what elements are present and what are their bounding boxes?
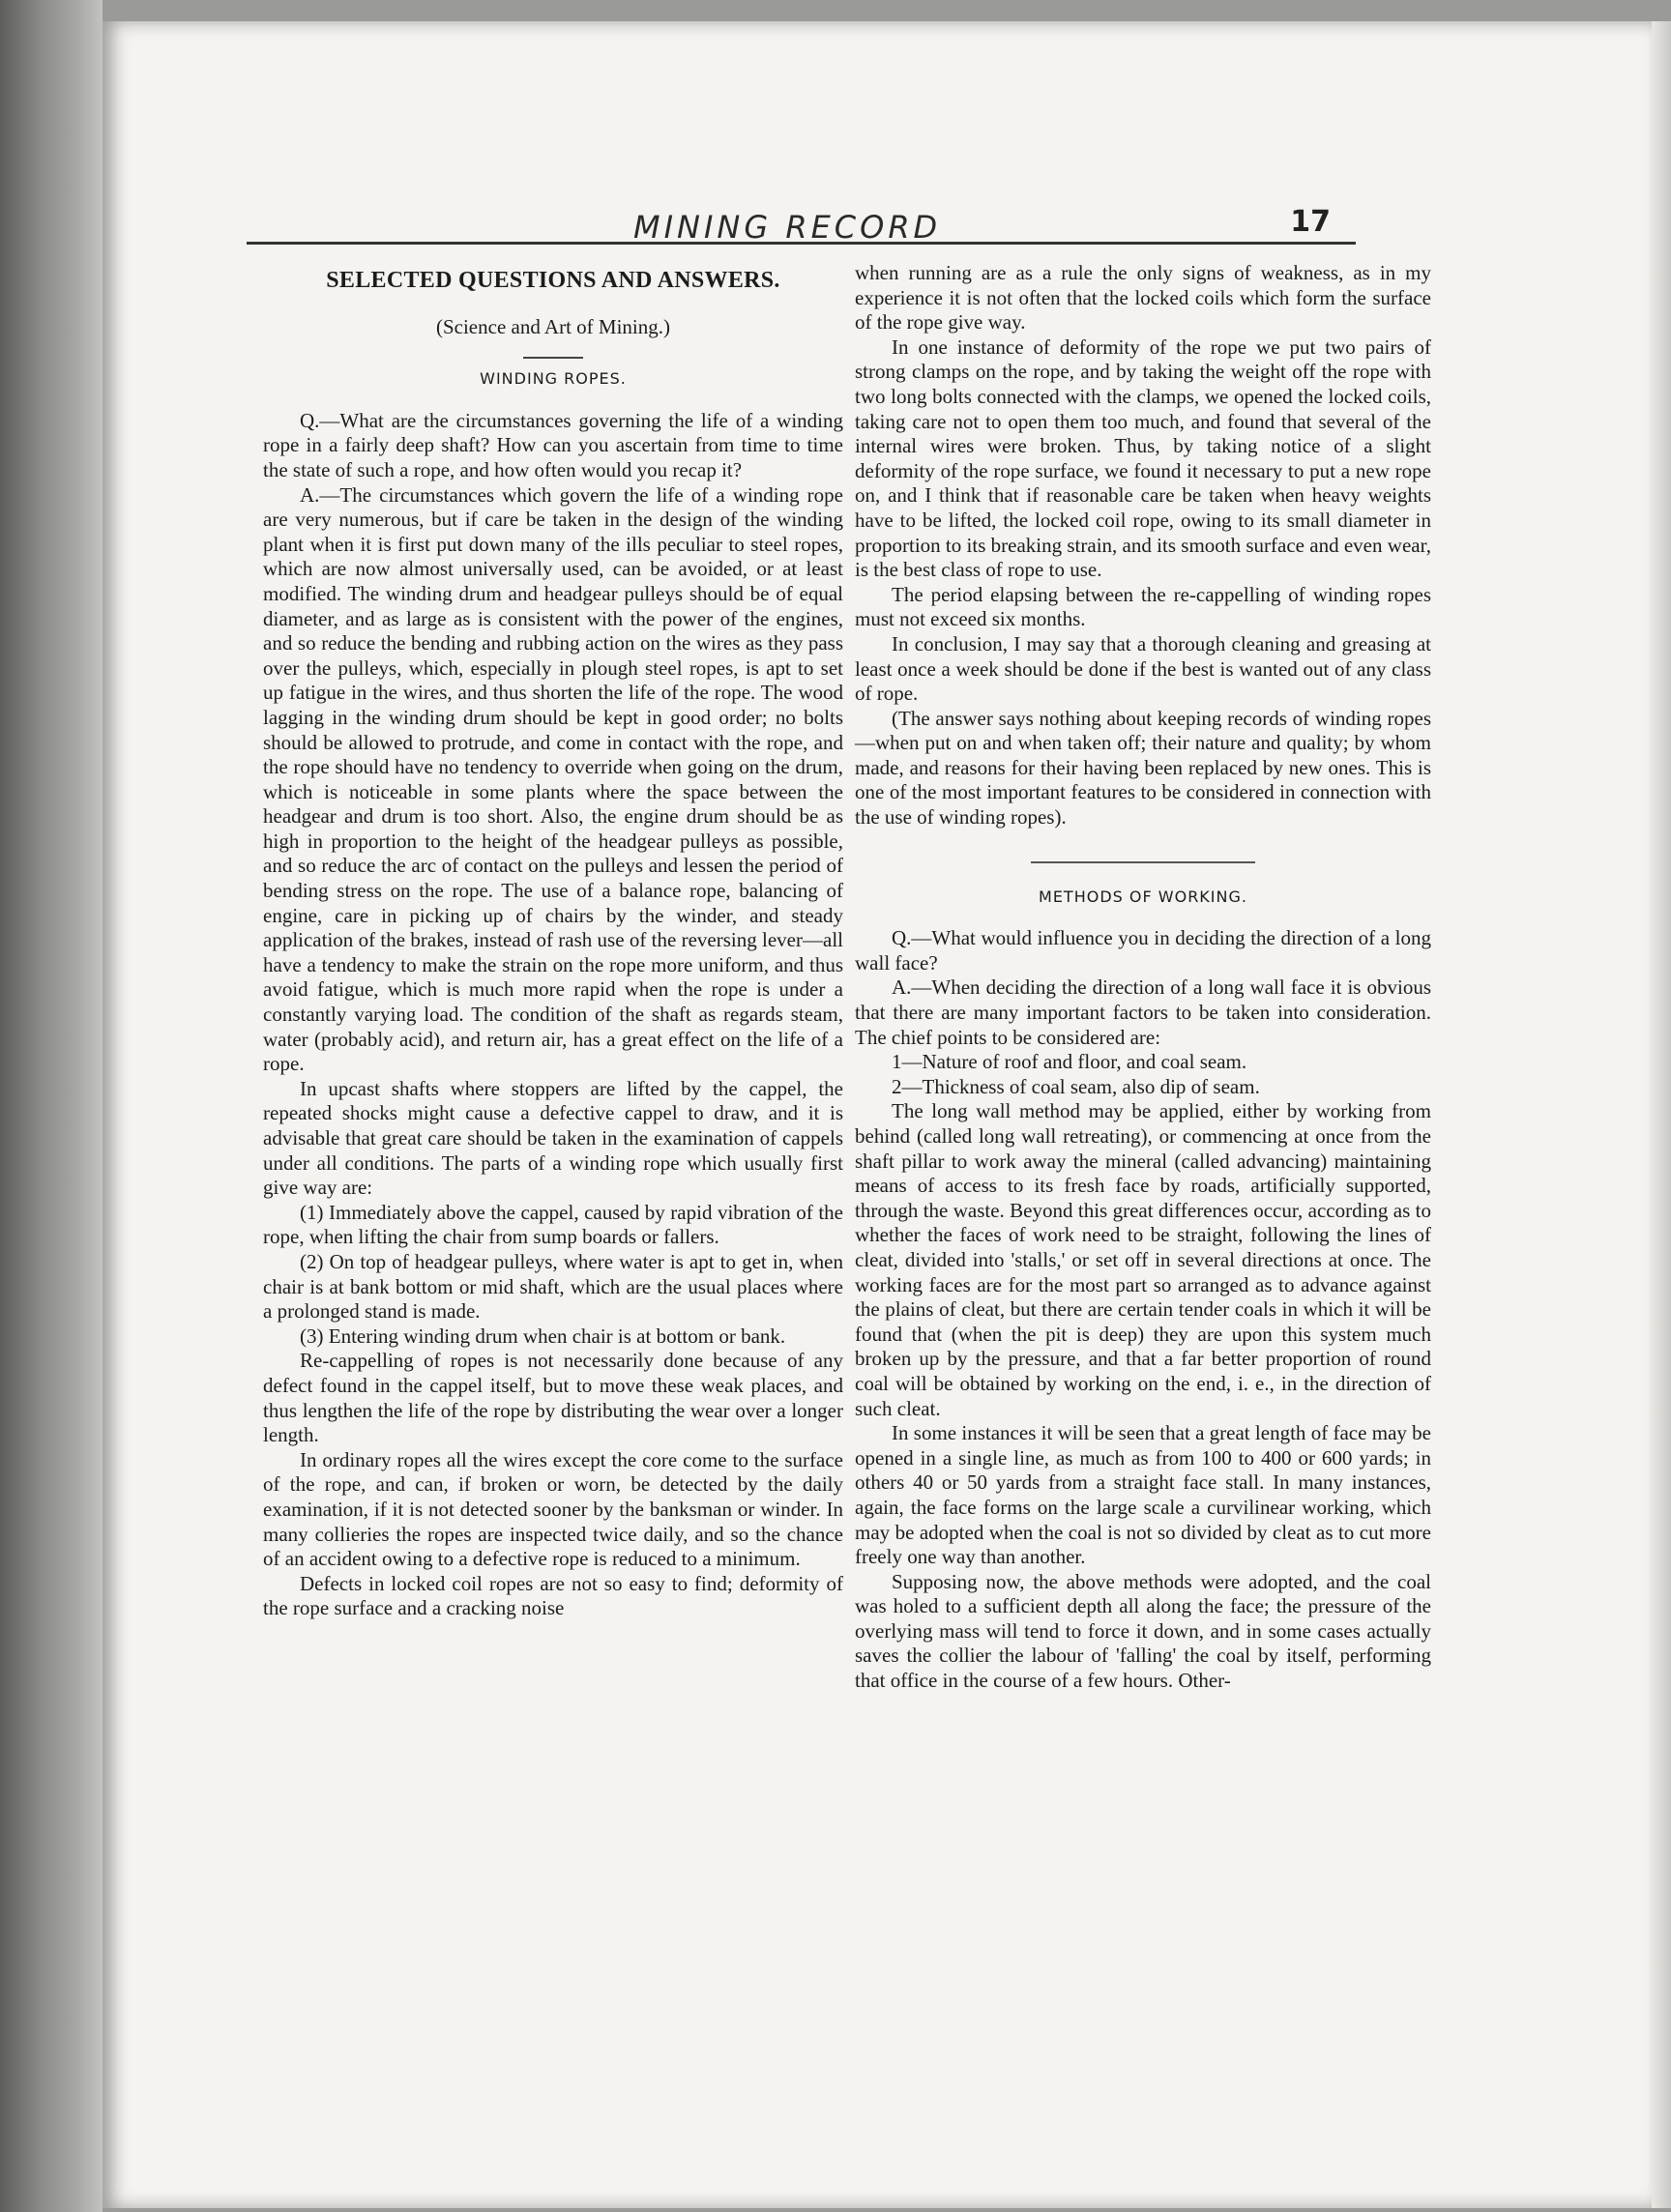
body-paragraph: In some instances it will be seen that a great length of face may be opened in a single line, as much as from 100 to 400 or 600 yards; in others 40 or 50 yards from a straight face stall. In many instances, again, the face forms on the large scale a curvilinear working, which may be adopted when the coal is not so divided by cleat as to cut more freely one way than another.: [855, 1421, 1431, 1569]
body-paragraph: The long wall method may be applied, either by working from behind (called long wall retreating), or commencing at once from the shaft pillar to work away the mineral (called advancing) maintaining means of access to its fresh face by roads, artificially supported, through the waste. Beyond this great differences occur, according as to whether the faces of work need to be straight, following the lines of cleat, divided into 'stalls,' or set off in several directions at once. The working faces are for the most part so arranged as to advance against the plains of cleat, but there are certain tender coals in which it will be found that (when the pit is deep) they are upon this system much broken up by the pressure, and that a far better proportion of round coal will be obtained by working on the end, i. e., in the direction of such cleat.: [855, 1099, 1431, 1420]
left-column: [263, 261, 843, 1621]
body-paragraph: In conclusion, I may say that a thorough cleaning and greasing at least once a week should be done if the best is wanted out of any class of rope.: [855, 631, 1431, 706]
body-paragraph: Re-cappelling of ropes is not necessarily done because of any defect found in the cappel itself, but to move these weak places, and thus lengthen the life of the rope by distributing the wear over a longer length.: [263, 1349, 843, 1447]
answer-paragraph: A.—The circumstances which govern the life of a winding rope are very numerous, but if care be taken in the design of the winding plant when it is first put down many of the ills peculiar to steel ropes, which are now almost universally used, can be avoided, or at least modified. The winding drum and headgear pulleys should be of equal diameter, and as large as is consistent with the power of the engines, and so reduce the bending and rubbing action on the wires as they pass over the pulleys, which, especially in plough steel ropes, is apt to set up fatigue in the wires, and thus shorten the life of the rope. The wood lagging in the winding drum should be kept in good order; no bolts should be allowed to protrude, and come in contact with the rope, and the rope should have no tendency to override when going on the drum, which is noticeable in some plants where the space between the headgear and drum is too short. Also, the engine drum should be as high in proportion to the height of the headgear pulleys as possible, and so reduce the arc of contact on the pulleys and lessen the period of bending stress on the rope. The use of a balance rope, balancing of engine, care in picking up of chairs by the winder, and steady application of the brakes, instead of rash use of the reversing lever—all have a tendency to make the strain on the rope more uniform, and thus avoid fatigue, which is much more rapid when the rope is under a constantly varying load. The condition of the shaft as regards steam, water (probably acid), and return air, has a great effect on the life of a rope.: [263, 482, 843, 1076]
article-subtitle: (Science and Art of Mining.): [435, 314, 671, 338]
body-paragraph: (1) Immediately above the cappel, caused by rapid vibration of the rope, when lifting the chair from sump boards or fallers.: [263, 1200, 843, 1249]
body-paragraph: Defects in locked coil ropes are not so easy to find; deformity of the rope surface and a cracking noise: [263, 1571, 843, 1620]
answer-paragraph: A.—When deciding the direction of a long wall face it is obvious that there are many important factors to be taken into consideration. The chief points to be considered are:: [855, 975, 1431, 1049]
list-item: 2—Thickness of coal seam, also dip of seam.: [892, 1074, 1260, 1098]
short-rule: [523, 357, 583, 359]
body-paragraph: In ordinary ropes all the wires except the core come to the surface of the rope, and can, if broken or worn, be detected by the daily examination, if it is not detected sooner by the banksman or winder. In many collieries the ropes are inspected twice daily, and so the chance of an accident owing to a defective rope is reduced to a minimum.: [263, 1447, 843, 1571]
running-title: MINING RECORD: [633, 209, 942, 246]
page-header: [247, 203, 1356, 245]
section-heading-methods-of-working: METHODS OF WORKING.: [1039, 887, 1247, 906]
binding-gutter: [0, 0, 103, 2212]
right-column: [855, 261, 1431, 1694]
body-paragraph: In one instance of deformity of the rope we put two pairs of strong clamps on the rope, and by taking the weight off the rope with two long bolts connected with the clamps, we opened the locked coils, taking care not to open them too much, and found that several of the internal wires were broken. Thus, by taking notice of a slight deformity of the rope surface, we found it necessary to put a new rope on, and I think that if reasonable care be taken when heavy weights have to be lifted, the locked coil rope, owing to its small diameter in proportion to its breaking strain, and its smooth surface and even wear, is the best class of rope to use.: [855, 335, 1431, 582]
page-edge: [1652, 21, 1671, 2208]
section-separator-rule: [1031, 861, 1255, 863]
section-heading-winding-ropes: WINDING ROPES.: [480, 369, 627, 389]
body-paragraph: The period elapsing between the re-cappelling of winding ropes must not exceed six months.: [855, 582, 1431, 631]
body-paragraph: (3) Entering winding drum when chair is at bottom or bank.: [300, 1324, 786, 1348]
body-paragraph: (2) On top of headgear pulleys, where water is apt to get in, when chair is at bank bottom or mid shaft, which are the usual places where a prolonged stand is made.: [263, 1249, 843, 1324]
page-number: 17: [1290, 205, 1331, 239]
editor-note-paragraph: (The answer says nothing about keeping records of winding ropes—when put on and when taken off; their nature and quality; by whom made, and reasons for their having been replaced by new ones. This is one of the most important features to be considered in connection with the use of winding ropes).: [855, 706, 1431, 830]
body-paragraph: In upcast shafts where stoppers are lifted by the cappel, the repeated shocks might cause a defective cappel to draw, and it is advisable that great care should be taken in the examination of cappels under all conditions. The parts of a winding rope which usually first give way are:: [263, 1076, 843, 1200]
body-paragraph-continued: when running are as a rule the only signs of weakness, as in my experience it is not often that the locked coils which form the surface of the rope give way.: [855, 261, 1431, 335]
question-paragraph: Q.—What would influence you in deciding the direction of a long wall face?: [855, 926, 1431, 975]
body-paragraph: Supposing now, the above methods were adopted, and the coal was holed to a sufficient depth all along the face; the pressure of the overlying mass will tend to force it down, and in some cases actually saves the collier the labour of 'falling' the coal by itself, performing that office in the course of a few hours. Other-: [855, 1569, 1431, 1693]
article-title: SELECTED QUESTIONS AND ANSWERS.: [326, 268, 780, 293]
list-item: 1—Nature of roof and floor, and coal seam.: [892, 1050, 1247, 1074]
question-paragraph: Q.—What are the circumstances governing the life of a winding rope in a fairly deep shaft? How can you ascertain from time to time the state of such a rope, and how often would you recap it?: [263, 408, 843, 481]
